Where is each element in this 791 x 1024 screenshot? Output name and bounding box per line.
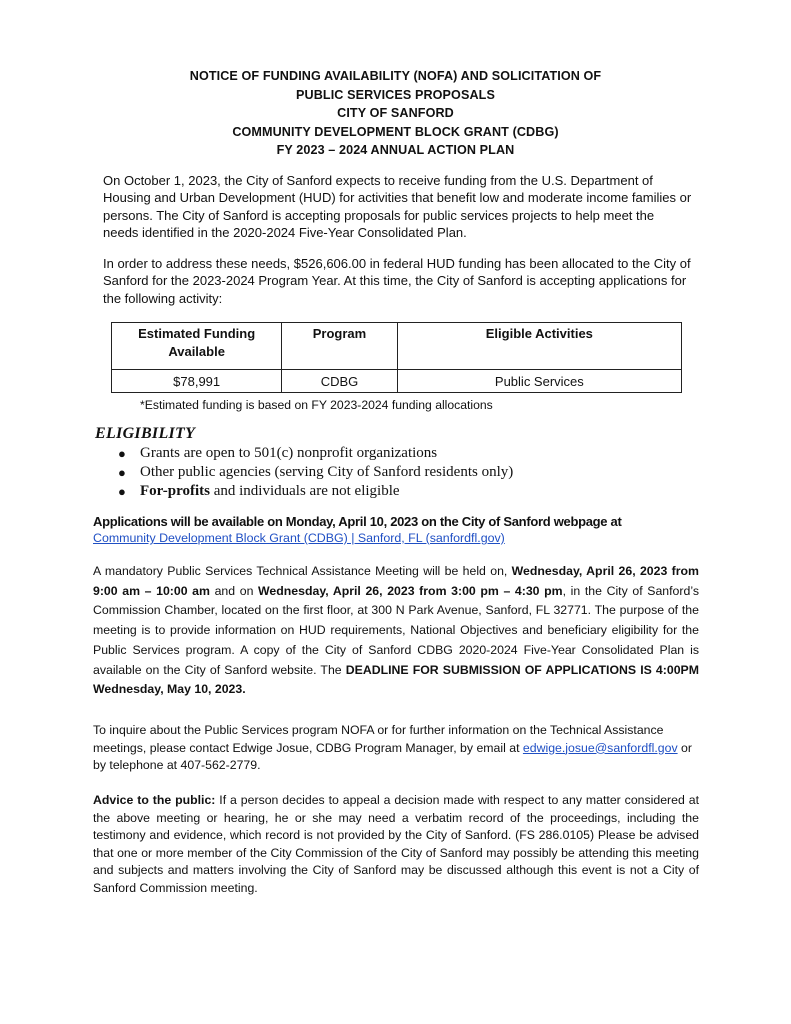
table-row [112,370,682,393]
advice-paragraph [93,792,699,898]
table-footnote: *Estimated funding is based on FY 2023-2024 funding allocations [140,398,493,412]
eligibility-heading: ELIGIBILITY [95,425,196,442]
meeting-time-1: Wednesday, April 26, 2023 from 9:00 am – 10:00 am [93,564,699,598]
meeting-text-2: and on [209,583,259,598]
bullet-icon: ● [118,446,126,461]
meeting-text-3: , in the City of Sanford’s Commission Chamber, located on the first floor, at 300 N Park Avenue, Sanford, FL 32771. The purpose of the meeting is to provide information on HUD requirements, National Objectives and beneficiary eligibility for the Public Services program. A copy of the City of Sanford CDBG 2020-2024 Five-Year Consolidated Plan is available on the City of Sanford website. The [93,583,699,677]
title-line-4: COMMUNITY DEVELOPMENT BLOCK GRANT (CDBG) [232,124,559,139]
title-line-2: PUBLIC SERVICES PROPOSALS [296,87,495,102]
contact-paragraph [93,722,699,775]
intro-paragraph: On October 1, 2023, the City of Sanford expects to receive funding from the U.S. Department of Housing and Urban Development (HUD) for activities that benefit low and moderate income families or persons. The City of Sanford is accepting proposals for public services projects to help meet the needs identified in the 2020-2024 Five-Year Consolidated Plan. [103,173,692,241]
eligibility-item-1: Grants are open to 501(c) nonprofit organizations [140,445,438,461]
eligibility-item-3-bold: For-profits [140,483,210,499]
email-link[interactable]: edwige.josue@sanfordfl.gov [522,740,678,755]
eligibility-list [118,444,513,501]
bullet-icon: ● [118,484,126,499]
table-header-row [112,323,682,370]
deadline-text: DEADLINE FOR SUBMISSION OF APPLICATIONS IS 4:00PM Wednesday, May 10, 2023. [93,662,699,697]
header-program: Program [282,323,397,370]
title-line-3: CITY OF SANFORD [337,106,454,121]
title-line-1: NOTICE OF FUNDING AVAILABILITY (NOFA) AND SOLICITATION OF [189,69,602,83]
list-item [118,444,513,463]
list-item [118,482,513,501]
eligibility-item-3-rest: and individuals are not eligible [209,483,400,499]
contact-text-2: or by telephone at 407-562-2779. [93,740,692,773]
funding-table [111,322,682,393]
list-item [118,463,513,482]
eligibility-item-2: Other public agencies (serving City of Sanford residents only) [140,464,514,480]
cell-program: CDBG [282,370,397,393]
advice-text: If a person decides to appeal a decision made with respect to any matter considered at the above meeting or hearing, he or she may need a verbatim record of the proceedings, including the testimony and evidence, which record is not provided by the City of Sanford. (FS 286.0105) Please be advised that one or more member of the City Commission of the City of Sanford may possibly be attending this meeting and subjects and matters involving the City of Sanford may be discussed although this event is not a City of Sanford Commission meeting. [93,793,699,895]
notice-title [0,67,791,160]
bullet-icon: ● [118,465,126,480]
advice-label: Advice to the public: [93,793,216,807]
contact-text-1: To inquire about the Public Services program NOFA or for further information on the Technical Assistance meetings, please contact Edwige Josue, CDBG Program Manager, by email at [93,723,664,755]
cdbg-webpage-link[interactable]: Community Development Block Grant (CDBG) | Sanford, FL (sanfordfl.gov) [93,531,505,545]
cell-funding-amount: $78,991 [112,370,282,393]
applications-heading: Applications will be available on Monday, April 10, 2023 on the City of Sanford webpage at [93,514,622,529]
meeting-paragraph [93,562,699,700]
title-line-5: FY 2023 – 2024 ANNUAL ACTION PLAN [276,143,515,158]
header-estimated-funding: Estimated Funding Available [112,323,282,370]
header-eligible-activities: Eligible Activities [397,323,681,370]
meeting-text-1: A mandatory Public Services Technical Assistance Meeting will be held on, [93,564,512,578]
meeting-time-2: Wednesday, April 26, 2023 from 3:00 pm – 4:30 pm [258,583,563,598]
cell-activity: Public Services [397,370,681,393]
funding-paragraph: In order to address these needs, $526,606.00 in federal HUD funding has been allocated to the City of Sanford for the 2023-2024 Program Year. At this time, the City of Sanford is accepting applications for the following activity: [103,256,691,306]
